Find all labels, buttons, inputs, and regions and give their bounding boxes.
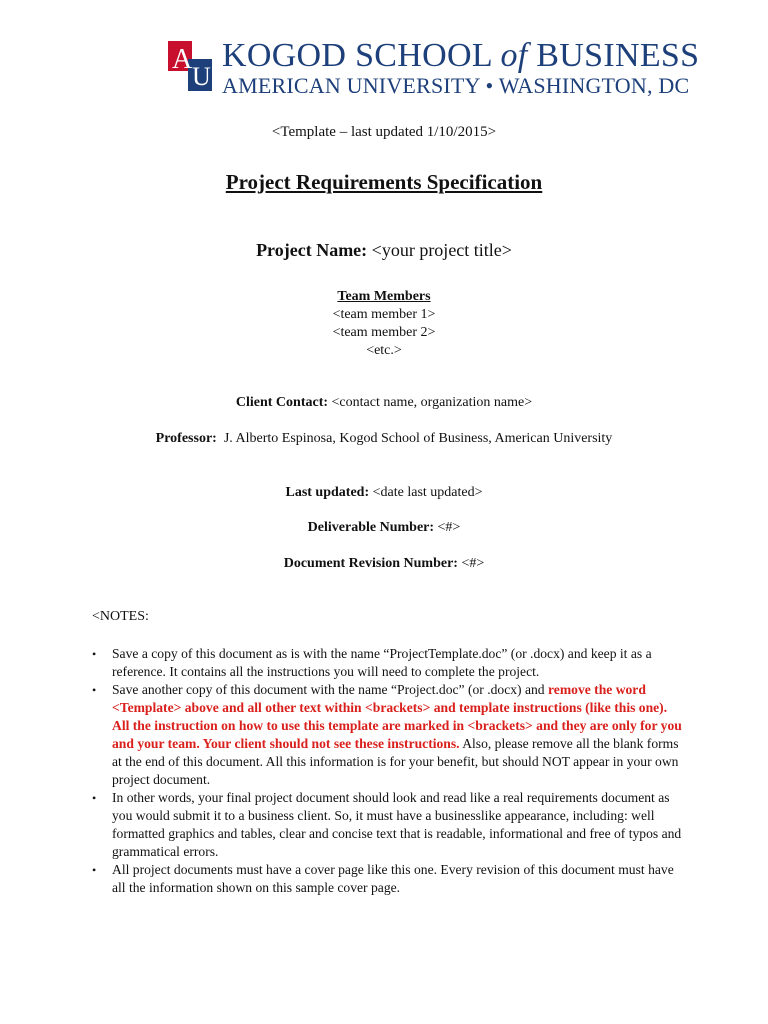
notes-list <box>92 645 682 897</box>
professor-value: J. Alberto Espinosa, Kogod School of Business, American University <box>223 431 613 446</box>
professor-line <box>0 431 768 447</box>
last-updated-label: Last updated: <box>285 485 370 500</box>
client-contact-label: Client Contact: <box>235 395 329 410</box>
team-member: <team member 1> <box>332 307 436 322</box>
team-member: <etc.> <box>366 343 402 358</box>
deliverable-number-label: Deliverable Number: <box>307 520 435 535</box>
note-text: In other words, your final project document should look and read like a real requirements document as you would submit it to a business client. So, it must have a businesslike appearance, including: well formatted graphics and tables, clear and concise text that is readable, informational and free of typos and grammatical errors. <box>112 790 682 859</box>
school-name-line-1: KOGOD SCHOOL of BUSINESS <box>222 37 700 74</box>
bullet-icon: • <box>92 791 97 805</box>
list-item <box>92 645 682 681</box>
list-item <box>92 789 682 861</box>
page-title: Project Requirements Specification <box>225 170 543 194</box>
list-item <box>92 681 682 789</box>
team-members-heading: Team Members <box>337 289 431 304</box>
school-name-line-2: AMERICAN UNIVERSITY • WASHINGTON, DC <box>222 73 690 98</box>
list-item <box>92 861 682 897</box>
project-name-line <box>0 240 768 261</box>
project-name-value: <your project title> <box>371 240 512 260</box>
professor-label: Professor: <box>155 431 217 446</box>
logo-initial-a: A <box>172 44 193 75</box>
client-contact-line <box>0 395 768 411</box>
revision-number-line <box>0 556 768 572</box>
logo-initial-u: U <box>192 62 211 91</box>
last-updated-value: <date last updated> <box>372 485 483 500</box>
bullet-icon: • <box>92 863 97 877</box>
notes-label: <NOTES: <box>92 609 149 624</box>
revision-number-value: <#> <box>461 556 485 571</box>
deliverable-number-value: <#> <box>437 520 461 535</box>
project-name-label: Project Name: <box>256 240 368 260</box>
note-text: Save another copy of this document with the name “Project.doc” (or .docx) and <box>112 682 548 697</box>
bullet-icon: • <box>92 683 97 697</box>
team-member: <team member 2> <box>332 325 436 340</box>
template-note: <Template – last updated 1/10/2015> <box>271 124 497 140</box>
au-logo-icon <box>168 41 212 91</box>
client-contact-value: <contact name, organization name> <box>331 395 533 410</box>
school-name <box>222 38 699 98</box>
last-updated-line <box>0 485 768 501</box>
note-text: Save a copy of this document as is with the name “ProjectTemplate.doc” (or .docx) and keep it as a reference. It contains all the instructions you will need to complete the project. <box>112 646 652 679</box>
revision-number-label: Document Revision Number: <box>283 556 458 571</box>
team-members-block <box>0 288 768 360</box>
note-text: All project documents must have a cover page like this one. Every revision of this document must have all the information shown on this sample cover page. <box>112 862 674 895</box>
note-text: Also, please remove all the blank forms at the end of this document. All this information is for your benefit, but should NOT appear in your own project document. <box>112 736 679 787</box>
note-highlight-text: remove the word <Template> above and all other text within <brackets> and template instructions (like this one). All the instruction on how to use this template are marked in <brackets> and they are only for you and your team. Your client should not see these instructions. <box>112 682 682 751</box>
school-header <box>168 37 700 98</box>
bullet-icon: • <box>92 647 97 661</box>
deliverable-number-line <box>0 520 768 536</box>
